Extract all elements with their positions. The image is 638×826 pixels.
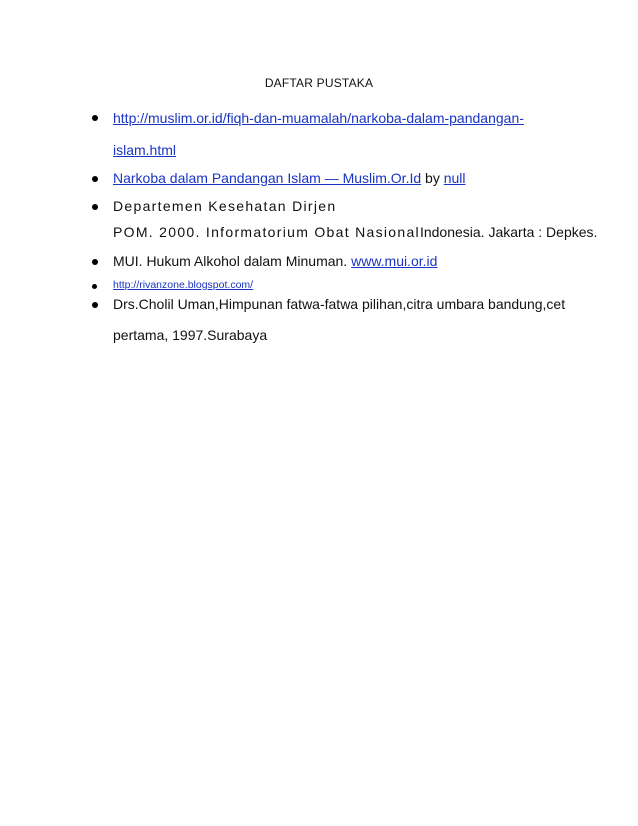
- reference-4-text: MUI. Hukum Alkohol dalam Minuman.: [113, 253, 348, 269]
- reference-2-title-link[interactable]: Narkoba dalam Pandangan Islam — Muslim.Or.Id: [113, 170, 422, 186]
- reference-4-line: [113, 253, 437, 269]
- reference-3-line-2-spaced: POM. 2000. Informatorium Obat Nasional: [113, 224, 420, 240]
- reference-5-link[interactable]: http://rivanzone.blogspot.com/: [113, 279, 254, 291]
- bullet-icon: [92, 176, 98, 182]
- reference-6-line-1: Drs.Cholil Uman,Himpunan fatwa-fatwa pilihan,citra umbara bandung,cet: [113, 296, 566, 312]
- bullet-icon: [92, 259, 98, 265]
- reference-2-by-text: by: [425, 170, 440, 186]
- reference-6-line-2: pertama, 1997.Surabaya: [113, 327, 268, 343]
- reference-4-link[interactable]: www.mui.or.id: [351, 253, 438, 269]
- reference-1-link-line-2[interactable]: islam.html: [113, 142, 177, 158]
- bullet-icon: [92, 115, 98, 121]
- bullet-icon: [92, 302, 98, 308]
- reference-1-link-line-1[interactable]: http://muslim.or.id/fiqh-dan-muamalah/narkoba-dalam-pandangan-: [113, 110, 524, 126]
- reference-2-author-link[interactable]: null: [443, 170, 466, 186]
- page-title: DAFTAR PUSTAKA: [264, 76, 374, 90]
- reference-2-line: [113, 170, 466, 186]
- bullet-icon: [92, 204, 98, 210]
- reference-3-line-2-rest: Indonesia. Jakarta : Depkes.: [419, 224, 598, 240]
- reference-3-line-2: [113, 224, 597, 240]
- bullet-icon: [92, 284, 97, 289]
- reference-3-line-1: Departemen Kesehatan Dirjen: [113, 198, 337, 214]
